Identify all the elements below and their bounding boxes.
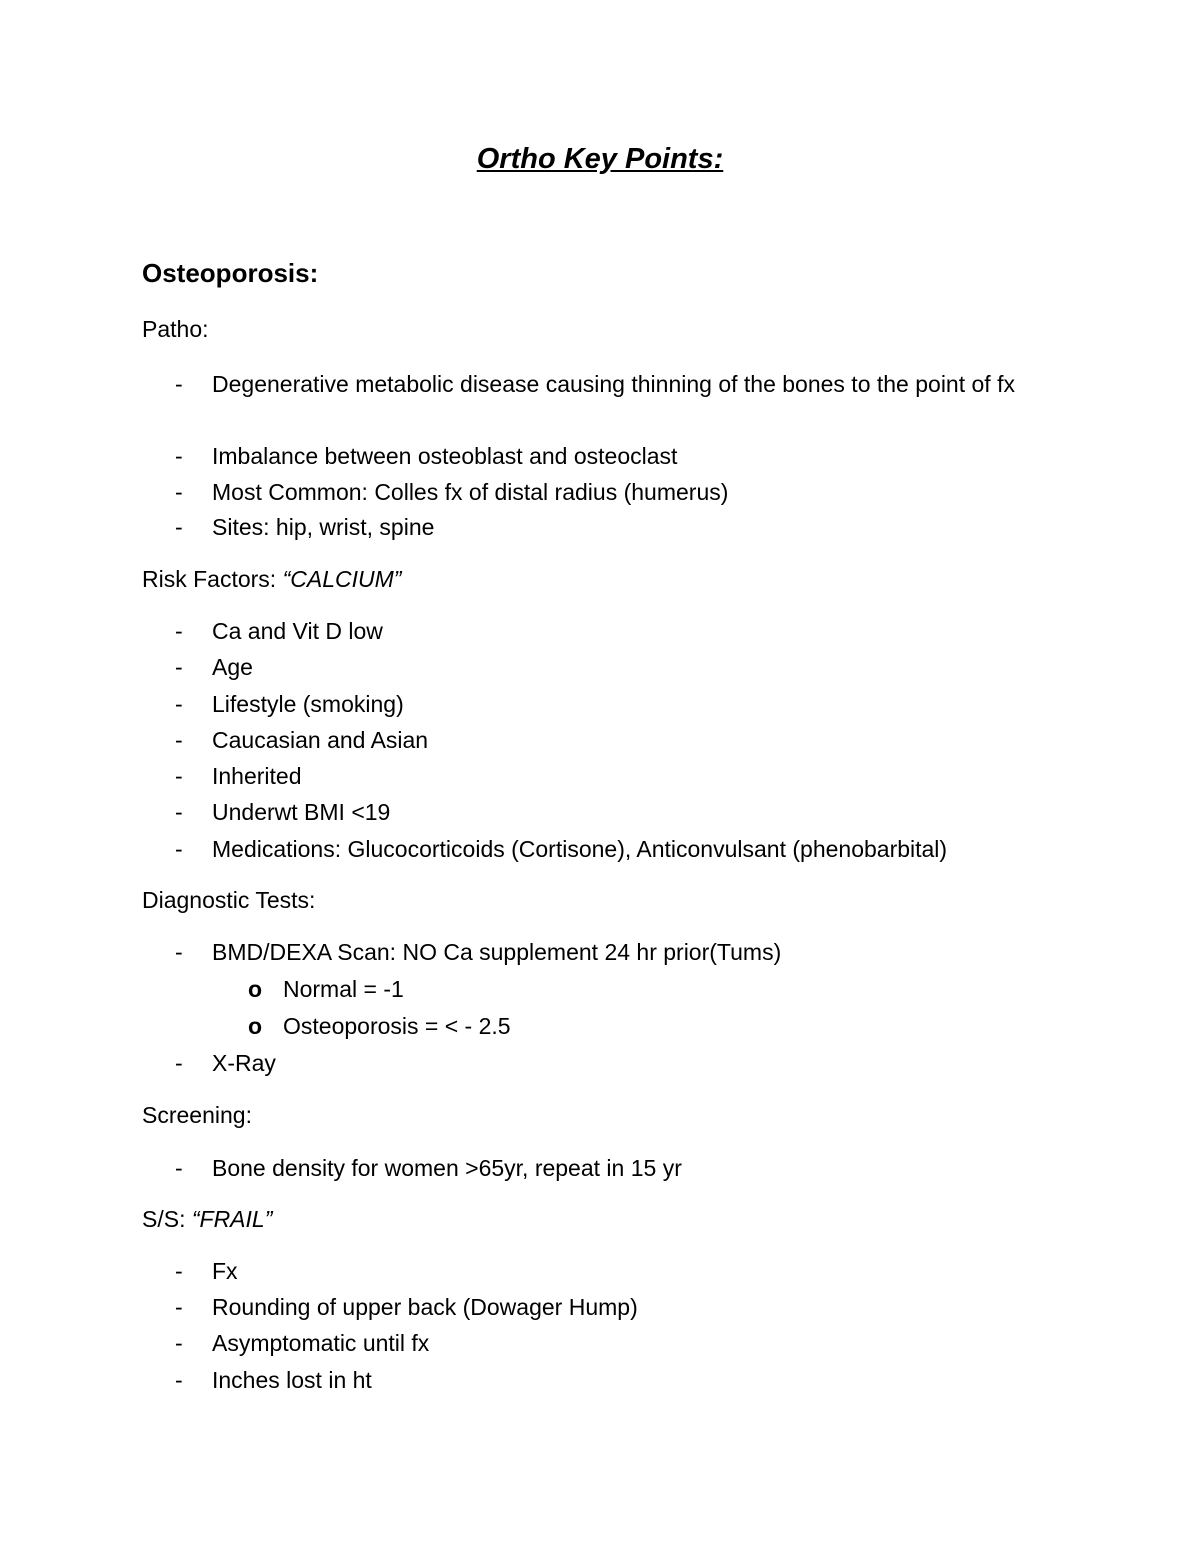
circle-bullet-icon: o — [248, 976, 263, 1002]
patho-item-2: Imbalance between osteoblast and osteoclast — [212, 443, 678, 469]
diagnostic-item-1: BMD/DEXA Scan: NO Ca supplement 24 hr prior(Tums) — [212, 939, 782, 965]
list-item — [142, 1325, 1062, 1361]
risk-item-6: Underwt BMI <19 — [212, 799, 391, 825]
dash-bullet: - — [175, 1050, 183, 1076]
dash-bullet: - — [175, 1155, 183, 1181]
dash-bullet: - — [175, 371, 183, 397]
screening-label: Screening: — [142, 1102, 252, 1128]
list-item — [142, 474, 1062, 510]
risk-item-1: Ca and Vit D low — [212, 618, 383, 644]
list-item — [142, 438, 1062, 474]
dash-bullet: - — [175, 443, 183, 469]
list-item — [142, 686, 1062, 722]
diagnostic-subitem-2: Osteoporosis = < - 2.5 — [283, 1013, 511, 1039]
risk-factors-label-text: Risk Factors: — [142, 566, 283, 592]
ss-label — [142, 1206, 272, 1233]
screening-item-1: Bone density for women >65yr, repeat in 15 yr — [212, 1155, 682, 1181]
dash-bullet: - — [175, 479, 183, 505]
list-item — [142, 722, 1062, 758]
list-item — [142, 509, 1062, 545]
dash-bullet: - — [175, 514, 183, 540]
dash-bullet: - — [175, 1258, 183, 1284]
diagnostic-item-2: X-Ray — [212, 1050, 276, 1076]
dash-bullet: - — [175, 799, 183, 825]
dash-bullet: - — [175, 727, 183, 753]
risk-factors-mnemonic: “CALCIUM” — [282, 566, 402, 592]
patho-label: Patho: — [142, 316, 209, 342]
dash-bullet: - — [175, 763, 183, 789]
sub-list-item — [142, 971, 404, 1007]
sub-list-item — [142, 1008, 511, 1044]
dash-bullet: - — [175, 836, 183, 862]
patho-item-1: Degenerative metabolic disease causing thinning of the bones to the point of fx — [212, 371, 1015, 397]
dash-bullet: - — [175, 1367, 183, 1393]
ss-item-4: Inches lost in ht — [212, 1367, 372, 1393]
list-item — [142, 613, 1062, 649]
list-item — [142, 1150, 1062, 1186]
ss-item-2: Rounding of upper back (Dowager Hump) — [212, 1294, 638, 1320]
list-item — [142, 934, 1062, 970]
risk-item-5: Inherited — [212, 763, 302, 789]
dash-bullet: - — [175, 1330, 183, 1356]
ss-mnemonic: “FRAIL” — [191, 1206, 273, 1232]
section-heading-osteoporosis: Osteoporosis: — [142, 258, 319, 288]
ss-item-3: Asymptomatic until fx — [212, 1330, 430, 1356]
risk-item-2: Age — [212, 654, 253, 680]
diagnostic-tests-label: Diagnostic Tests: — [142, 887, 316, 913]
list-item — [142, 1253, 1062, 1289]
ss-label-text: S/S: — [142, 1206, 192, 1232]
list-item — [142, 1362, 1062, 1398]
list-item — [142, 1045, 1062, 1081]
list-item — [142, 366, 1062, 402]
dash-bullet: - — [175, 691, 183, 717]
list-item — [142, 1289, 1062, 1325]
list-item — [142, 758, 1062, 794]
risk-item-3: Lifestyle (smoking) — [212, 691, 404, 717]
patho-item-4: Sites: hip, wrist, spine — [212, 514, 435, 540]
list-item — [142, 794, 1062, 830]
list-item — [142, 649, 1062, 685]
circle-bullet-icon: o — [248, 1013, 263, 1039]
dash-bullet: - — [175, 618, 183, 644]
ss-item-1: Fx — [212, 1258, 238, 1284]
risk-factors-label — [142, 566, 401, 593]
dash-bullet: - — [175, 654, 183, 680]
risk-item-7: Medications: Glucocorticoids (Cortisone), Anticonvulsant (phenobarbital) — [212, 836, 948, 862]
dash-bullet: - — [175, 939, 183, 965]
diagnostic-subitem-1: Normal = -1 — [283, 976, 404, 1002]
risk-item-4: Caucasian and Asian — [212, 727, 429, 753]
page-title: Ortho Key Points: — [476, 143, 724, 175]
patho-item-3: Most Common: Colles fx of distal radius (humerus) — [212, 479, 729, 505]
list-item — [142, 831, 1062, 867]
dash-bullet: - — [175, 1294, 183, 1320]
